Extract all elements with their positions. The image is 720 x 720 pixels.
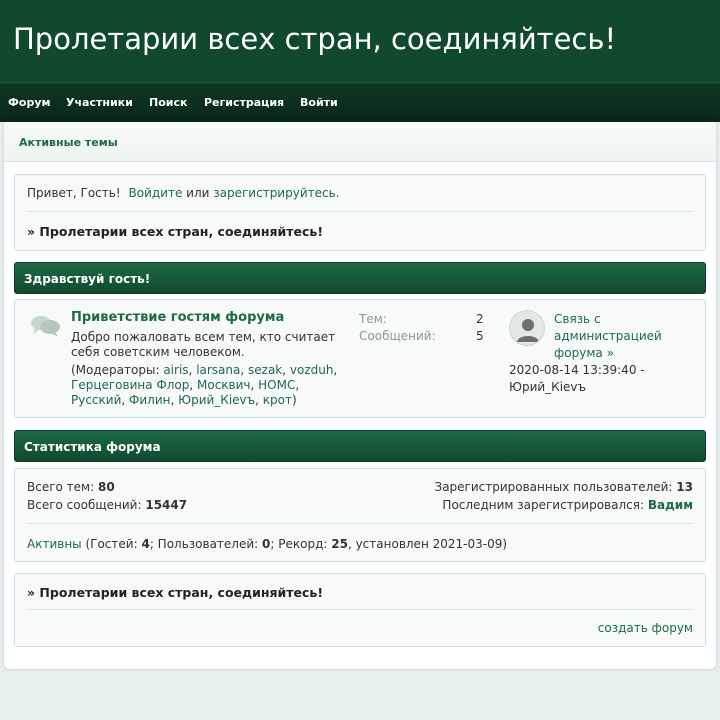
moderator-link[interactable]: крот (262, 393, 292, 407)
record-value: 25 (331, 537, 348, 551)
moderator-link[interactable]: Филин (129, 393, 171, 407)
last-post-link-l1[interactable]: Связь с (554, 312, 601, 326)
moderator-link[interactable]: larsana (196, 363, 241, 377)
total-posts (27, 498, 187, 512)
online-users-link[interactable]: Активны (27, 537, 82, 551)
forum-row (14, 299, 706, 418)
welcome-panel (14, 174, 706, 251)
category-header (14, 262, 706, 294)
speech-bubbles-icon (30, 314, 62, 341)
moderators-label: (Модераторы: (71, 363, 160, 377)
moderator-link[interactable]: sezak (248, 363, 283, 377)
moderators-line2: Герцеговина Флор, Москвич, НОМС, (71, 378, 300, 392)
stats-title: Статистика форума (24, 440, 161, 454)
main-content (4, 122, 716, 669)
posts-label: Сообщений: (359, 329, 436, 343)
moderator-link[interactable]: Юрий_Кievъ (178, 393, 256, 407)
moderator-link[interactable]: Москвич (197, 378, 251, 392)
navbar (0, 82, 720, 122)
forum-description-line2: себя советским человеком. (71, 345, 245, 359)
posts-count: 5 (476, 329, 484, 343)
guests-value: 4 (141, 537, 150, 551)
moderator-link[interactable]: airis (163, 363, 189, 377)
nav-forum[interactable]: Форум (8, 96, 51, 109)
or-text: или (186, 186, 210, 200)
divider (27, 211, 693, 212)
users-value: 0 (262, 537, 271, 551)
last-post-link-l3-wrap (554, 345, 614, 362)
last-post-date: 2020-08-14 13:39:40 - (509, 363, 645, 377)
record-set-text: , установлен 2021-03-09) (347, 537, 508, 551)
last-post-link-l3[interactable]: форума (554, 346, 603, 360)
total-posts-value: 15447 (145, 498, 188, 512)
register-link[interactable]: зарегистрируйтесь. (213, 186, 340, 200)
divider (27, 523, 693, 524)
last-registered-label: Последним зарегистрировался: (442, 498, 645, 512)
last-post-link-l2[interactable]: администрацией (554, 329, 662, 343)
stats-header (14, 430, 706, 462)
nav-search[interactable]: Поиск (149, 96, 188, 109)
guests-label: (Гостей: (85, 537, 138, 551)
avatar (509, 310, 545, 346)
nav-login[interactable]: Войти (300, 96, 338, 109)
registered-users (435, 480, 694, 494)
moderator-link[interactable]: Герцеговина Флор (71, 378, 190, 392)
site-title: Пролетарии всех стран, соединяйтесь! (13, 22, 617, 56)
record-label: ; Рекорд: (270, 537, 328, 551)
last-registered (442, 498, 693, 512)
user-silhouette-icon (510, 311, 545, 346)
nav-members[interactable]: Участники (66, 96, 133, 109)
breadcrumb (4, 122, 716, 162)
moderator-link[interactable]: vozduh (289, 363, 334, 377)
moderators-line3: Русский, Филин, Юрий_Кievъ, крот) (71, 393, 297, 407)
category-title: Здравствуй гость! (24, 272, 151, 286)
last-post-arrow[interactable]: » (606, 346, 614, 360)
footer-panel (14, 573, 706, 647)
moderator-link[interactable]: Русский (71, 393, 122, 407)
welcome-line (27, 186, 339, 200)
active-topics-link[interactable]: Активные темы (19, 136, 118, 149)
create-forum-link[interactable]: создать форум (597, 621, 693, 635)
divider (27, 609, 693, 610)
moderator-link[interactable]: НОМС (258, 378, 296, 392)
forum-description-line1: Добро пожаловать всем тем, кто считает (71, 330, 336, 344)
topics-label: Тем: (359, 312, 387, 326)
site-header (0, 0, 720, 82)
users-label: ; Пользователей: (149, 537, 259, 551)
footer-forum-name: » Пролетарии всех стран, соединяйтесь! (27, 585, 324, 600)
forum-title-link[interactable]: Приветствие гостям форума (71, 310, 285, 325)
registered-value: 13 (676, 480, 693, 494)
last-registered-user-link[interactable]: Вадим (647, 498, 693, 512)
stats-panel (14, 468, 706, 562)
nav-register[interactable]: Регистрация (204, 96, 285, 109)
total-topics-value: 80 (97, 480, 115, 494)
topics-count: 2 (476, 312, 484, 326)
registered-label: Зарегистрированных пользователей: (434, 480, 673, 494)
total-topics-label: Всего тем: (27, 480, 95, 494)
forum-name: » Пролетарии всех стран, соединяйтесь! (27, 224, 324, 239)
greeting-text: Привет, Гость! (27, 186, 121, 200)
total-topics (27, 480, 115, 494)
moderators-line1: (Модераторы: airis, larsana, sezak, vozduh, (71, 363, 338, 377)
total-posts-label: Всего сообщений: (27, 498, 142, 512)
last-post-author: Юрий_Кievъ (509, 380, 586, 394)
login-link[interactable]: Войдите (128, 186, 183, 200)
online-line (27, 537, 507, 551)
